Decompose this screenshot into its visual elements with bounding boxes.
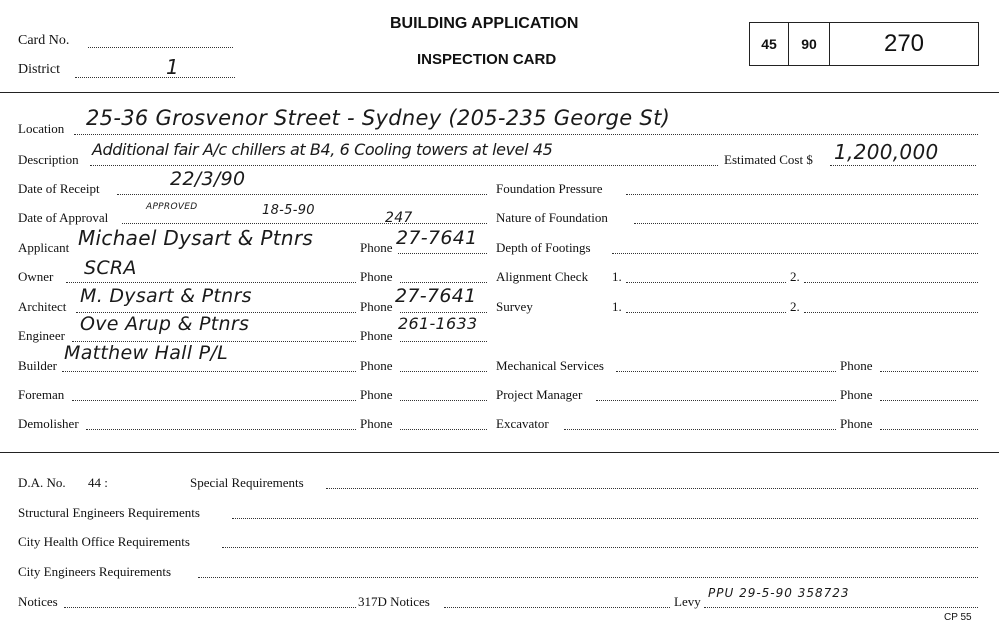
foreman-line <box>72 400 356 401</box>
levy-value: PPU 29-5-90 358723 <box>708 586 850 600</box>
survey-num-2: 2. <box>790 299 800 314</box>
title-line-1: BUILDING APPLICATION <box>390 15 579 32</box>
demolisher-label: Demolisher <box>18 416 79 431</box>
excavator-phone-line <box>880 429 978 430</box>
ref-box-1: 45 <box>761 36 777 52</box>
description-label: Description <box>18 152 79 167</box>
levy-label: Levy <box>674 594 701 609</box>
mechanical-line <box>616 371 836 372</box>
alignment-check-label: Alignment Check <box>496 269 589 284</box>
owner-line <box>66 282 356 283</box>
da-value: 44 : <box>88 475 108 490</box>
district-label: District <box>18 62 60 77</box>
levy-line <box>704 607 978 608</box>
architect-value: M. Dysart & Ptnrs <box>80 285 252 307</box>
foundation-pressure-line <box>626 194 978 195</box>
demolisher-phone-line <box>400 429 487 430</box>
location-value: 25-36 Grosvenor Street - Sydney (205-235 George St) <box>86 106 671 130</box>
excavator-phone-label: Phone <box>840 416 873 431</box>
survey-line-1 <box>626 312 786 313</box>
description-value: Additional fair A/c chillers at B4, 6 Cooling towers at level 45 <box>92 140 553 159</box>
title-line-2: INSPECTION CARD <box>417 51 557 68</box>
ref-box-3: 270 <box>883 30 925 57</box>
district-line <box>75 77 235 78</box>
alignment-num-2: 2. <box>790 269 800 284</box>
engineer-phone-value: 261-1633 <box>398 314 478 333</box>
notices-label: Notices <box>18 594 58 609</box>
date-approval-label: Date of Approval <box>18 210 109 225</box>
nature-foundation-line <box>634 223 978 224</box>
engineer-phone-line <box>400 341 487 342</box>
engineer-phone-label: Phone <box>360 328 393 343</box>
depth-footings-label: Depth of Footings <box>496 240 591 255</box>
survey-num-1: 1. <box>612 299 622 314</box>
health-requirements-line <box>222 547 978 548</box>
builder-line <box>62 371 356 372</box>
owner-label: Owner <box>18 269 54 284</box>
reference-number-boxes <box>749 22 979 66</box>
engineers-requirements-line <box>198 577 978 578</box>
notices-317d-label: 317D Notices <box>358 594 430 609</box>
date-receipt-value: 22/3/90 <box>170 168 246 190</box>
ref-box-2: 90 <box>801 36 817 52</box>
special-requirements-label: Special Requirements <box>190 475 304 490</box>
alignment-line-2 <box>804 282 978 283</box>
builder-label: Builder <box>18 358 57 373</box>
project-manager-phone-label: Phone <box>840 387 873 402</box>
architect-phone-label: Phone <box>360 299 393 314</box>
survey-line-2 <box>804 312 978 313</box>
district-value: 1 <box>166 55 180 79</box>
header-divider <box>0 92 999 93</box>
date-approval-line <box>122 223 487 224</box>
structural-requirements-line <box>232 518 978 519</box>
survey-label: Survey <box>496 299 533 314</box>
project-manager-label: Project Manager <box>496 387 583 402</box>
card-no-line <box>88 47 233 48</box>
notices-317d-line <box>444 607 670 608</box>
builder-value: Matthew Hall P/L <box>64 342 229 364</box>
architect-phone-line <box>400 312 487 313</box>
nature-foundation-label: Nature of Foundation <box>496 210 608 225</box>
card-no-label: Card No. <box>18 33 70 48</box>
excavator-line <box>564 429 836 430</box>
applicant-phone-prefix: 247 <box>385 210 413 226</box>
mechanical-label: Mechanical Services <box>496 358 604 373</box>
owner-value: SCRA <box>84 257 137 279</box>
foreman-phone-line <box>400 400 487 401</box>
mechanical-phone-label: Phone <box>840 358 873 373</box>
estimated-cost-line <box>830 165 976 166</box>
alignment-line-1 <box>626 282 786 283</box>
depth-footings-line <box>612 253 978 254</box>
estimated-cost-label: Estimated Cost $ <box>724 152 813 167</box>
foreman-label: Foreman <box>18 387 65 402</box>
da-label: D.A. No. <box>18 475 66 490</box>
architect-label: Architect <box>18 299 67 314</box>
bottom-divider <box>0 452 999 453</box>
builder-phone-label: Phone <box>360 358 393 373</box>
engineers-requirements-label: City Engineers Requirements <box>18 564 172 579</box>
project-manager-line <box>596 400 836 401</box>
alignment-num-1: 1. <box>612 269 622 284</box>
applicant-phone-value: 27-7641 <box>396 227 478 249</box>
form-code: CP 55 <box>944 612 972 623</box>
description-line <box>90 165 718 166</box>
builder-phone-line <box>400 371 487 372</box>
approval-stamp: APPROVED <box>146 202 198 212</box>
location-label: Location <box>18 121 65 136</box>
foundation-pressure-label: Foundation Pressure <box>496 181 603 196</box>
special-requirements-line <box>326 488 978 489</box>
demolisher-phone-label: Phone <box>360 416 393 431</box>
date-receipt-label: Date of Receipt <box>18 181 100 196</box>
approval-date: 18-5-90 <box>262 203 315 218</box>
mechanical-phone-line <box>880 371 978 372</box>
engineer-value: Ove Arup & Ptnrs <box>80 313 250 335</box>
project-manager-phone-line <box>880 400 978 401</box>
foreman-phone-label: Phone <box>360 387 393 402</box>
applicant-value: Michael Dysart & Ptnrs <box>78 226 314 250</box>
notices-line <box>64 607 356 608</box>
estimated-cost-value: 1,200,000 <box>834 140 939 164</box>
date-receipt-line <box>117 194 487 195</box>
excavator-label: Excavator <box>496 416 549 431</box>
applicant-label: Applicant <box>18 240 70 255</box>
engineer-label: Engineer <box>18 328 65 343</box>
structural-requirements-label: Structural Engineers Requirements <box>18 505 200 520</box>
health-requirements-label: City Health Office Requirements <box>18 534 190 549</box>
location-line <box>74 134 978 135</box>
architect-phone-value: 27-7641 <box>395 285 477 307</box>
demolisher-line <box>86 429 356 430</box>
applicant-phone-line <box>398 253 487 254</box>
applicant-phone-label: Phone <box>360 240 393 255</box>
owner-phone-line <box>400 282 487 283</box>
owner-phone-label: Phone <box>360 269 393 284</box>
